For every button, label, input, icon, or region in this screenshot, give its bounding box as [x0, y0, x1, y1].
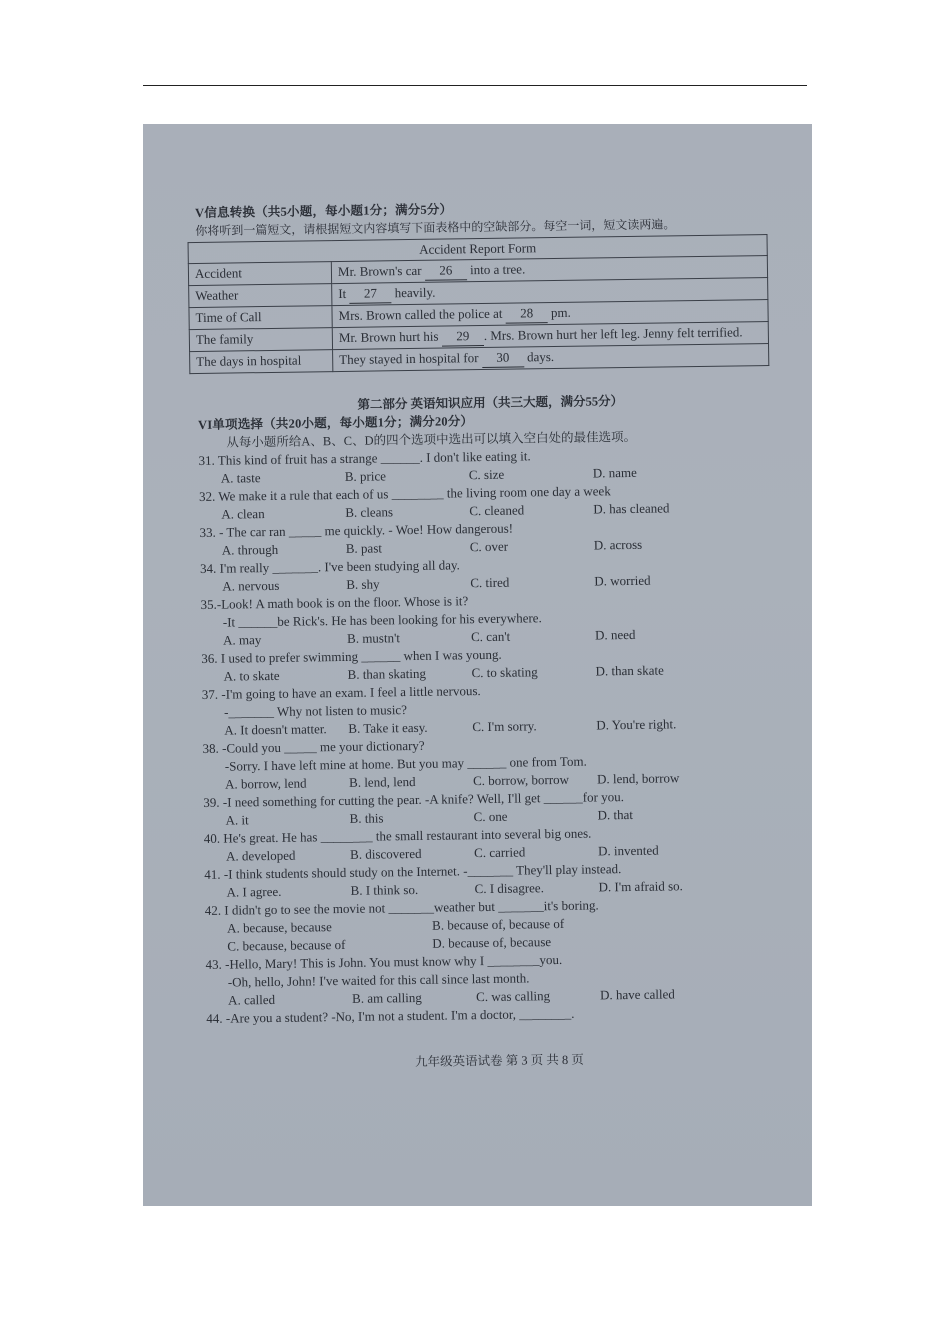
top-rule: [143, 85, 807, 86]
row-label: Time of Call: [189, 306, 332, 330]
option-choice[interactable]: B. than skating: [347, 665, 427, 682]
option-choice[interactable]: B. this: [349, 810, 384, 826]
option-choice[interactable]: D. across: [593, 536, 643, 553]
form-title: Accident Report Form: [188, 235, 767, 264]
section6-instruction: 从每小题所给A、B、C、D的四个选项中选出可以填入空白处的最佳选项。: [226, 429, 637, 450]
option-choice[interactable]: B. cleans: [345, 504, 394, 520]
option-choice[interactable]: C. cleaned: [469, 502, 525, 519]
question-stem-line2: -_______ Why not listen to music?: [223, 702, 408, 720]
answer-blank[interactable]: 27: [349, 284, 391, 304]
part2-title: 第二部分 英语知识应用（共三大题，满分55分）: [357, 394, 624, 412]
option-choice[interactable]: C. tired: [470, 574, 510, 591]
option-choice[interactable]: C. I disagree.: [474, 880, 544, 897]
row-label: The days in hospital: [190, 350, 333, 374]
question-stem-line2: -Sorry. I have left mine at home. But you may ______ one from Tom.: [224, 753, 587, 774]
option-choice[interactable]: D. name: [592, 464, 637, 481]
option-choice[interactable]: A. nervous: [222, 577, 280, 594]
row-content: Mr. Brown hurt his 29 . Mrs. Brown hurt her left leg. Jenny felt terrified.: [332, 322, 768, 350]
option-choice[interactable]: D. worried: [594, 572, 651, 589]
option-choice[interactable]: B. Take it easy.: [348, 719, 428, 736]
exam-sheet: [195, 196, 792, 1074]
question-item: [202, 678, 788, 740]
question-stem-line2: -It ______be Rick's. He has been looking for his everywhere.: [222, 610, 542, 630]
option-choice[interactable]: B. I think so.: [350, 881, 419, 898]
section5-note: 你将听到一篇短文，请根据短文内容填写下面表格中的空缺部分。每空一词，短文读两遍。: [195, 217, 676, 238]
option-choice[interactable]: B. lend, lend: [348, 773, 416, 790]
question-stem: 32. We make it a rule that each of us ________ the living room one day a week: [198, 483, 611, 504]
section5-title: V信息转换（共5小题，每小题1分；满分5分）: [195, 202, 453, 220]
option-choice[interactable]: B. price: [344, 468, 387, 484]
option-choice[interactable]: A. developed: [226, 847, 296, 864]
question-item: [200, 588, 786, 650]
exam-page-photo: [143, 124, 812, 1206]
question-stem-line2: -Oh, hello, John! I've waited for this call since last month.: [227, 970, 530, 990]
option-choice[interactable]: A. because, because: [227, 919, 332, 936]
option-choice[interactable]: C. to skating: [471, 664, 538, 681]
option-choice[interactable]: B. discovered: [349, 845, 422, 862]
question-stem: 33. - The car ran _____ me quickly. - Woe! How dangerous!: [199, 520, 514, 540]
option-choice[interactable]: D. have called: [599, 986, 675, 1003]
option-choice[interactable]: A. to skate: [223, 667, 280, 684]
question-stem: 37. -I'm going to have an exam. I feel a little nervous.: [201, 683, 481, 702]
option-choice[interactable]: D. invented: [597, 842, 659, 859]
option-choice[interactable]: C. one: [473, 808, 508, 825]
row-label: Weather: [189, 284, 332, 308]
option-choice[interactable]: A. it: [225, 812, 249, 828]
row-content: Mrs. Brown called the police at 28 pm.: [332, 300, 768, 328]
answer-blank[interactable]: 30: [482, 348, 524, 368]
option-choice[interactable]: C. size: [468, 466, 505, 483]
option-choice[interactable]: C. borrow, borrow: [472, 771, 570, 789]
question-stem: 44. -Are you a student? -No, I'm not a student. I'm a doctor, ________.: [206, 1005, 575, 1026]
option-choice[interactable]: A. It doesn't matter.: [224, 721, 327, 738]
answer-blank[interactable]: 28: [506, 304, 548, 324]
option-choice[interactable]: C. I'm sorry.: [472, 718, 537, 735]
option-choice[interactable]: A. borrow, lend: [224, 775, 307, 792]
question-item: [205, 894, 791, 956]
answer-blank[interactable]: 26: [425, 261, 467, 281]
option-choice[interactable]: D. because of, because: [432, 934, 552, 951]
question-stem: 39. -I need something for cutting the pear. -A knife? Well, I'll get ______for you.: [203, 789, 624, 810]
question-stem: 31. This kind of fruit has a strange ______. I don't like eating it.: [198, 448, 531, 468]
option-choice[interactable]: A. I agree.: [226, 883, 282, 900]
option-choice[interactable]: D. that: [597, 806, 634, 823]
option-choice[interactable]: B. shy: [346, 576, 380, 592]
question-stem: 41. -I think students should study on the Internet. -_______ They'll play instead.: [204, 861, 622, 882]
question-stem: 35.-Look! A math book is on the floor. Whose is it?: [200, 593, 469, 612]
option-choice[interactable]: A. clean: [221, 506, 265, 522]
option-choice[interactable]: D. has cleaned: [593, 500, 670, 517]
row-label: The family: [189, 328, 332, 352]
question-stem: 34. I'm really _______. I've been studying all day.: [199, 557, 460, 576]
option-choice[interactable]: D. I'm afraid so.: [598, 878, 683, 895]
option-choice[interactable]: D. than skate: [595, 662, 664, 679]
accident-report-table: [188, 234, 770, 374]
option-choice[interactable]: C. can't: [470, 628, 511, 645]
row-content: They stayed in hospital for 30 days.: [333, 344, 769, 372]
option-choice[interactable]: A. taste: [220, 470, 261, 486]
option-choice[interactable]: B. am calling: [352, 989, 422, 1006]
question-stem: 40. He's great. He has ________ the small restaurant into several big ones.: [203, 825, 592, 846]
option-choice[interactable]: D. need: [594, 626, 636, 643]
option-choice[interactable]: A. may: [222, 632, 262, 648]
option-choice[interactable]: D. lend, borrow: [596, 770, 680, 787]
row-label: Accident: [188, 262, 331, 286]
option-choice[interactable]: A. called: [228, 991, 276, 1008]
question-list: [198, 444, 791, 1028]
option-choice[interactable]: C. carried: [473, 844, 526, 861]
option-choice[interactable]: B. past: [345, 540, 383, 556]
question-stem: 43. -Hello, Mary! This is John. You must know why I ________you.: [205, 951, 563, 972]
question-item: [205, 948, 791, 1010]
option-choice[interactable]: B. mustn't: [346, 630, 401, 646]
option-choice[interactable]: C. was calling: [475, 988, 551, 1005]
section6-title: VI单项选择（共20小题，每小题1分；满分20分）: [197, 414, 474, 432]
row-content: Mr. Brown's car 26 into a tree.: [331, 256, 767, 284]
answer-blank[interactable]: 29: [442, 327, 484, 347]
question-stem: 38. -Could you _____ me your dictionary?: [202, 737, 425, 756]
option-choice[interactable]: D. You're right.: [596, 716, 677, 733]
option-choice[interactable]: A. through: [221, 541, 279, 558]
option-choice[interactable]: B. because of, because of: [431, 915, 565, 933]
page-footer: 九年级英语试卷 第 3 页 共 8 页: [415, 1052, 584, 1070]
option-choice[interactable]: C. over: [469, 538, 509, 555]
question-stem: 42. I didn't go to see the movie not _______weather but _______it's boring.: [204, 897, 599, 918]
row-content: It 27 heavily.: [332, 278, 768, 306]
question-stem: 36. I used to prefer swimming ______ when I was young.: [201, 646, 502, 666]
question-item: [202, 732, 788, 794]
option-choice[interactable]: C. because, because of: [227, 936, 346, 954]
